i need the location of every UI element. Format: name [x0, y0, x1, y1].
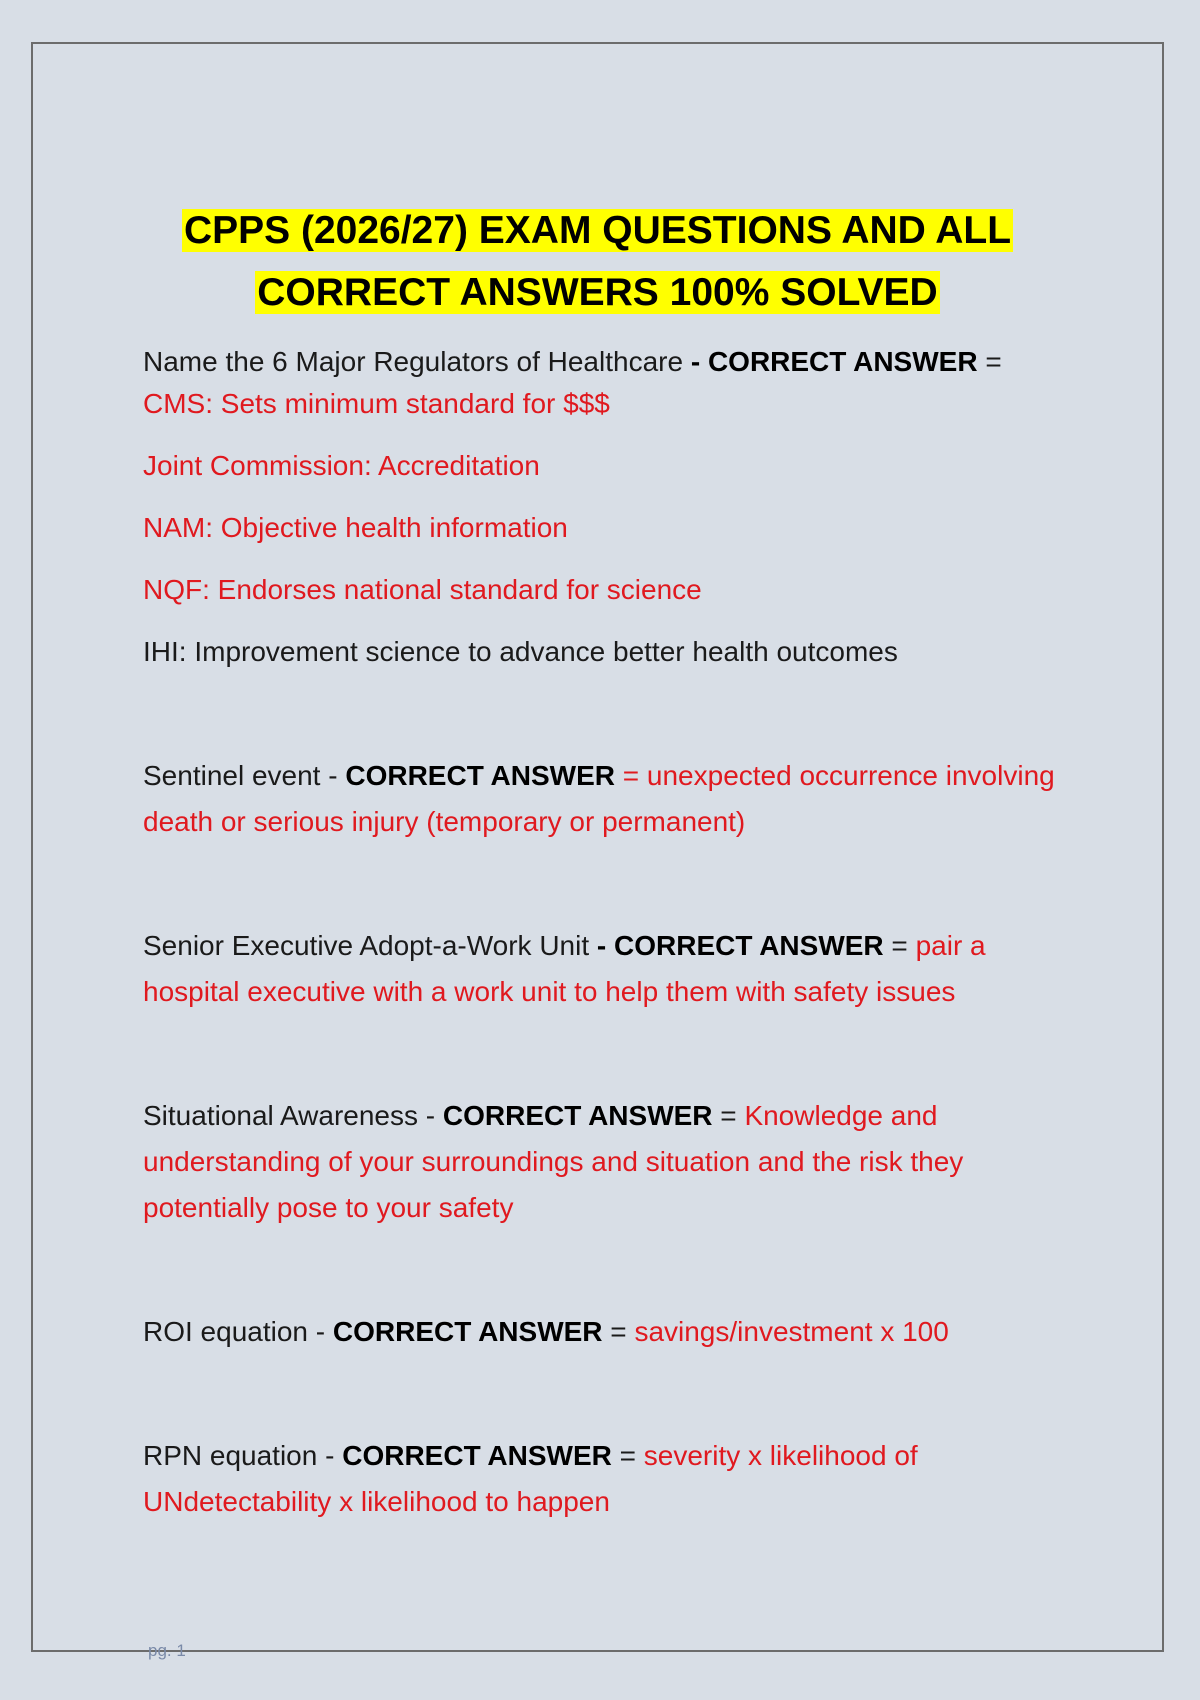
answer-label: CORRECT ANSWER — [707, 346, 978, 377]
separator: - — [317, 1440, 343, 1471]
separator: - — [683, 346, 708, 377]
question-text: Senior Executive Adopt-a-Work Unit — [143, 930, 590, 961]
answer-text: understanding of your surroundings and situation and the risk they — [143, 1146, 964, 1177]
qa-item-situational-awareness — [143, 1093, 1103, 1231]
answer-text: CMS: Sets minimum standard for $$$ — [143, 388, 610, 419]
answer-text: UNdetectability x likelihood to happen — [143, 1486, 610, 1517]
answer-label: CORRECT ANSWER — [332, 1316, 603, 1347]
question-text: ROI equation — [143, 1316, 308, 1347]
answer-label: CORRECT ANSWER — [614, 930, 884, 961]
separator: - — [308, 1316, 333, 1347]
answer-text: savings/investment x 100 — [634, 1316, 949, 1347]
title-line-1: CPPS (2026/27) EXAM QUESTIONS AND ALL — [183, 209, 1012, 252]
question-text: Sentinel event — [143, 760, 321, 791]
equals-sign: = — [614, 760, 647, 791]
answer-text: hospital executive with a work unit to help them with safety issues — [143, 976, 956, 1007]
qa-item-adopt-a-work-unit — [143, 923, 1103, 1015]
equals-sign: = — [977, 346, 1002, 377]
answer-text: NAM: Objective health information — [143, 512, 568, 543]
equals-sign: = — [611, 1440, 644, 1471]
qa-item-regulators — [143, 339, 1103, 675]
answer-text: severity x likelihood of — [643, 1440, 918, 1471]
equals-sign: = — [602, 1316, 635, 1347]
answer-text: Knowledge and — [744, 1100, 938, 1131]
question-text: Name the 6 Major Regulators of Healthcare — [143, 346, 684, 377]
page-title — [33, 200, 1162, 324]
separator: - — [589, 930, 615, 961]
equals-sign: = — [712, 1100, 745, 1131]
equals-sign: = — [883, 930, 916, 961]
separator: - — [320, 760, 346, 791]
answer-text: NQF: Endorses national standard for science — [143, 574, 702, 605]
answer-text: IHI: Improvement science to advance better health outcomes — [143, 636, 898, 667]
qa-content — [143, 339, 1103, 1525]
title-line-2: CORRECT ANSWERS 100% SOLVED — [257, 271, 938, 314]
document-page — [31, 42, 1164, 1660]
separator: - — [418, 1100, 443, 1131]
answer-text: Joint Commission: Accreditation — [143, 450, 540, 481]
question-text: Situational Awareness — [143, 1100, 418, 1131]
qa-item-rpn-equation — [143, 1433, 1103, 1525]
page-number: pg. 1 — [148, 1641, 186, 1660]
answer-label: CORRECT ANSWER — [442, 1100, 713, 1131]
qa-item-roi-equation — [143, 1309, 1103, 1355]
qa-item-sentinel-event — [143, 753, 1103, 845]
answer-text: pair a — [915, 930, 986, 961]
answer-text: potentially pose to your safety — [143, 1192, 514, 1223]
answer-label: CORRECT ANSWER — [345, 760, 615, 791]
answer-text: death or serious injury (temporary or permanent) — [143, 806, 746, 837]
answer-text: unexpected occurrence involving — [646, 760, 1055, 791]
question-text: RPN equation — [143, 1440, 318, 1471]
answer-label: CORRECT ANSWER — [342, 1440, 612, 1471]
